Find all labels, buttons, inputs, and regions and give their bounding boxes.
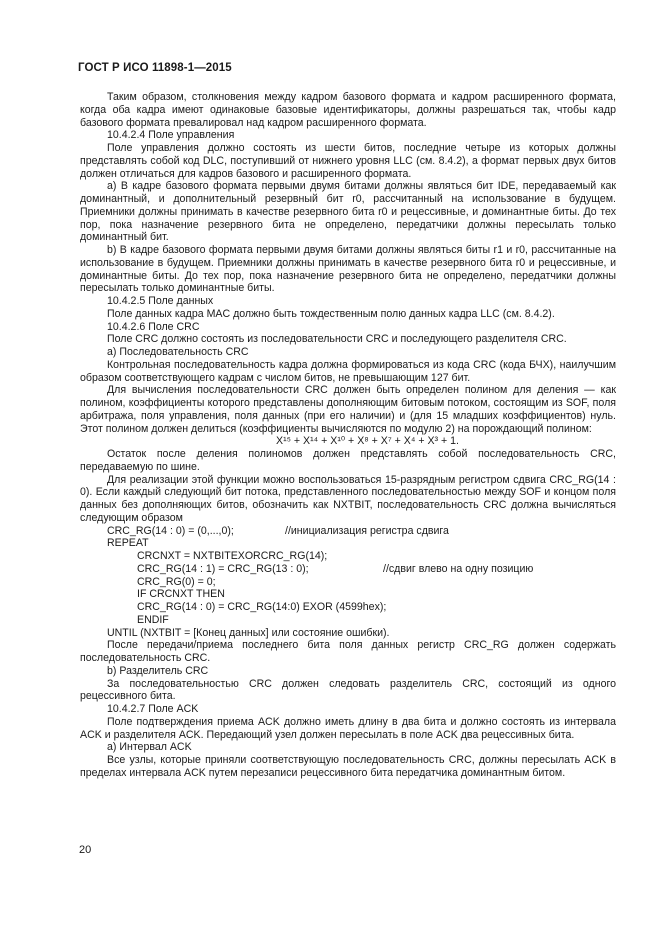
subsection-heading: a) Последовательность CRC (107, 346, 249, 358)
paragraph: b) В кадре базового формата первыми двумя битами должны являться биты r1 и r0, рассчитанные на использование в будущем. Приемники должны принимать в качестве резервного бита r0 и рецессивные, и доминантные биты. До тех пор, пока назначение резервного бита не определено, передатчики должны пересылать только доминантные биты. (80, 244, 616, 295)
section-heading: 10.4.2.7 Поле ACK (107, 703, 199, 715)
document-header: ГОСТ Р ИСО 11898-1—2015 (78, 62, 232, 74)
code-comment: //сдвиг влево на одну позицию (383, 562, 534, 575)
code-line: ENDIF (137, 613, 169, 626)
paragraph: Все узлы, которые приняли соответствующую последовательность CRC, должны пересылать ACK в пределах интервала ACK путем перезаписи рецессивного бита передатчика доминантным битом. (80, 754, 616, 779)
code-line: CRC_RG(14 : 0) = CRC_RG(14:0) EXOR (4599hex); (137, 601, 387, 613)
paragraph: Таким образом, столкновения между кадром базового формата и кадром расширенного формата, когда оба кадра имеют одинаковые базовые идентификаторы, должны разрешаться так, чтобы кадр базового формата превалировал над кадром расширенного формата. (80, 91, 616, 129)
section-heading: 10.4.2.6 Поле CRC (107, 320, 200, 333)
crc-pseudocode (80, 525, 616, 640)
code-line (80, 563, 616, 576)
subsection-heading: a) Интервал ACK (107, 741, 192, 754)
code-text: CRC_RG(14 : 0) = (0,...,0); (107, 524, 234, 537)
code-line (80, 525, 616, 538)
paragraph: Контрольная последовательность кадра должна формироваться из кода CRC (кода БЧХ), наилучшим образом соответствующего кадрам с числом битов, не превышающим 127 бит. (80, 358, 616, 384)
paragraph: Для вычисления последовательности CRC должен быть определен полином для деления — как полином, коэффициенты которого представлены дополняющим битовым потоком, состоящим из SOF, поля арбитража, поля управления, поля данных (при его наличии) и (для 15 младших коэффициентов) нуль. Этот полином должен делиться (коэффициенты вычисляются по модулю 2) на порождающий полином: (80, 384, 616, 435)
code-line: CRC_RG(0) = 0; (137, 575, 216, 588)
paragraph: a) В кадре базового формата первыми двумя битами должны являться бит IDE, передаваемый как доминантный, и дополнительный резервный бит r0, рассчитанный на использование в будущем. Приемники должны принимать в качестве резервного бита r0 и рецессивные, и доминантные биты. До тех пор, пока назначение резервного бита не определено, передатчики должны пересылать только доминантный бит. (80, 180, 616, 244)
subsection-heading: b) Разделитель CRC (107, 664, 209, 677)
page-body (80, 91, 616, 780)
paragraph: Поле подтверждения приема ACK должно иметь длину в два бита и должно состоять из интервала ACK и разделителя ACK. Передающий узел должен пересылать в поле ACK два рецессивных бита. (80, 715, 616, 741)
paragraph: Поле управления должно состоять из шести битов, последние четыре из которых должны представлять собой код DLC, поступивший от нижнего уровня LLC (см. 8.4.2), а формат первых двух битов должен отличаться для кадров базового и расширенного формата. (80, 142, 616, 180)
section-heading: 10.4.2.4 Поле управления (107, 129, 235, 142)
section-heading: 10.4.2.5 Поле данных (107, 295, 214, 307)
paragraph: Поле данных кадра MAC должно быть тождественным полю данных кадра LLC (см. 8.4.2). (107, 307, 555, 320)
code-line: REPEAT (107, 537, 149, 550)
code-line: UNTIL (NXTBIT = [Конец данных] или состояние ошибки). (107, 626, 390, 639)
code-line: CRCNXT = NXTBITEXORCRC_RG(14); (137, 550, 328, 562)
page-number: 20 (79, 844, 92, 856)
generator-polynomial: X¹⁵ + X¹⁴ + X¹⁰ + X⁸ + X⁷ + X⁴ + X³ + 1. (276, 435, 459, 448)
paragraph: Остаток после деления полиномов должен представлять собой последовательность CRC, передаваемую по шине. (80, 448, 616, 473)
code-line: IF CRCNXT THEN (137, 588, 225, 601)
code-text: CRC_RG(14 : 1) = CRC_RG(13 : 0); (137, 562, 309, 575)
paragraph: Для реализации этой функции можно воспользоваться 15-разрядным регистром сдвига CRC_RG(14 : 0). Если каждый следующий бит потока, представленного последовательностью между SOF и концом поля данных без дополняющих битов, обозначить как NXTBIT, последовательность CRC должна вычисляться следующим образом (80, 473, 616, 524)
paragraph: После передачи/приема последнего бита поля данных регистр CRC_RG должен содержать последовательность CRC. (80, 639, 616, 664)
code-comment: //инициализация регистра сдвига (285, 524, 449, 537)
paragraph: Поле CRC должно состоять из последовательности CRC и последующего разделителя CRC. (107, 333, 567, 346)
paragraph: За последовательностью CRC должен следовать разделитель CRC, состоящий из одного рецессивного бита. (80, 677, 616, 703)
